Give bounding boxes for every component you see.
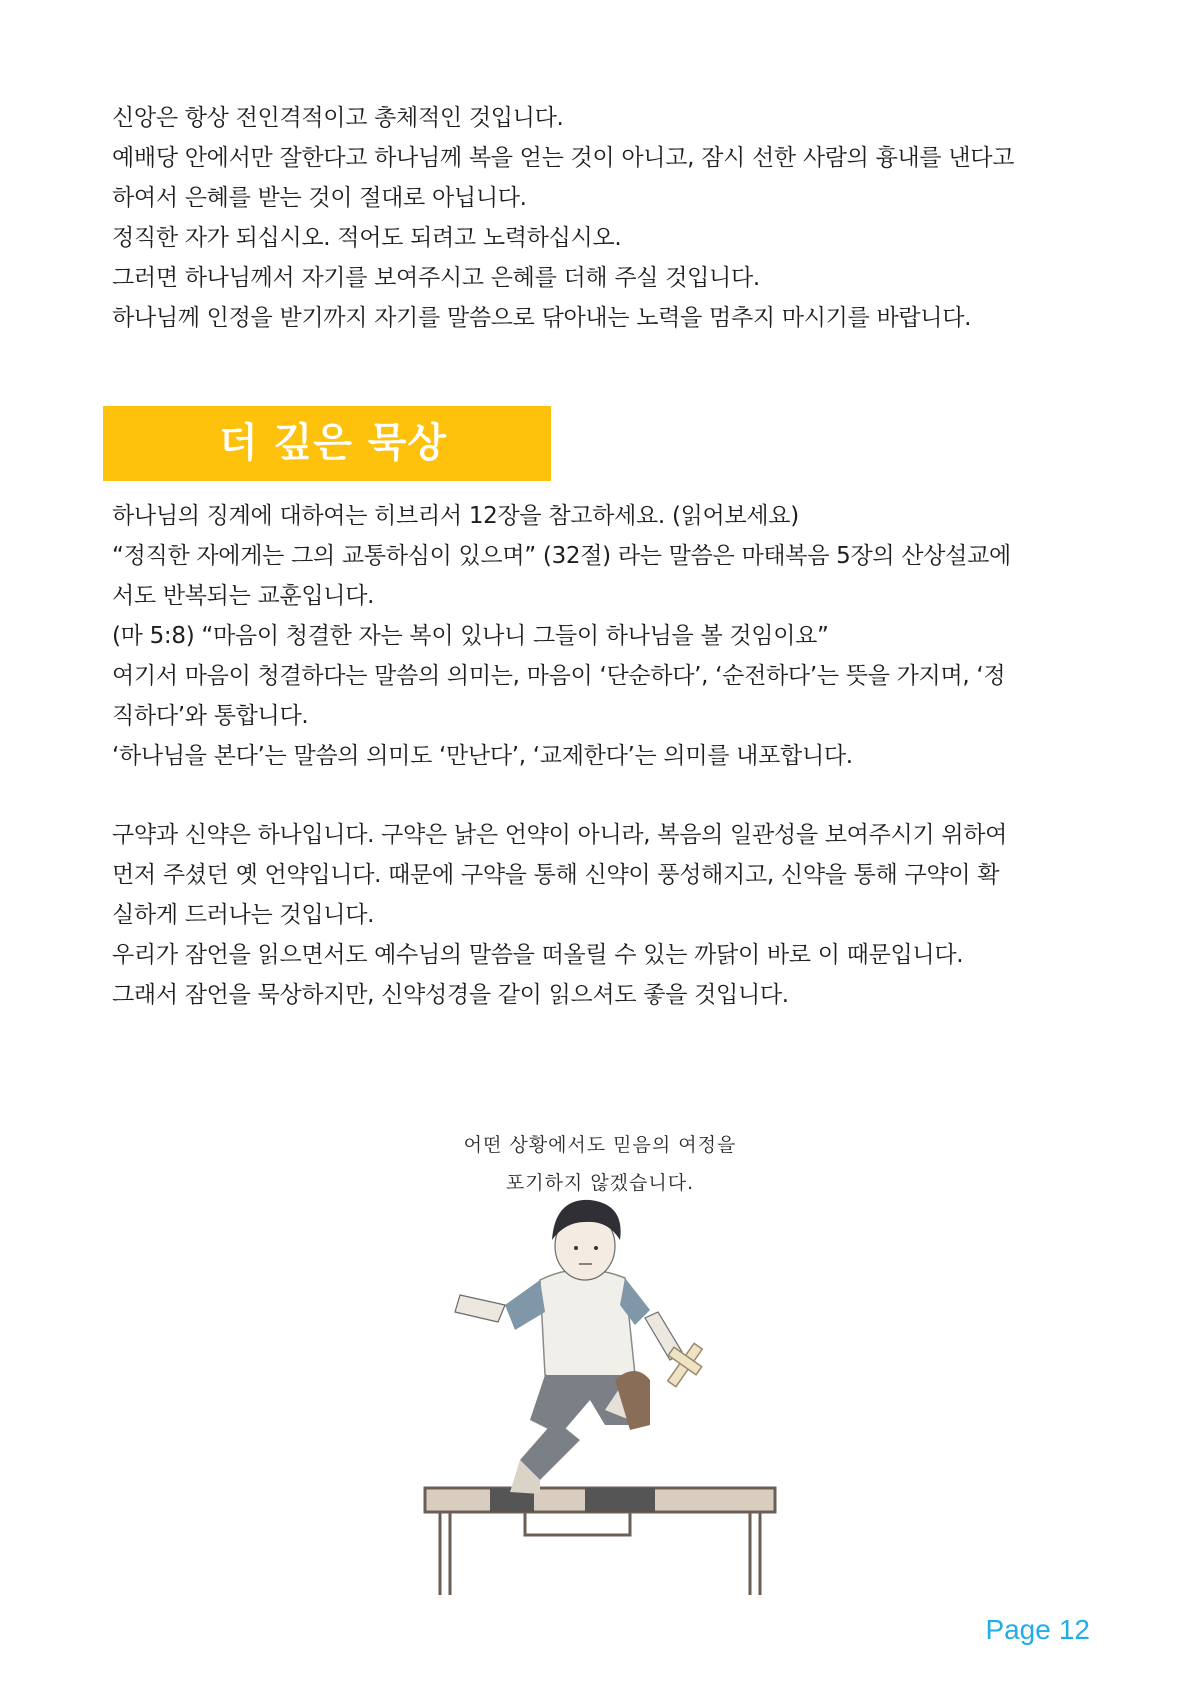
- text-line: “정직한 자에게는 그의 교통하심이 있으며” (32절) 라는 말씀은 마태복음 5장의 산상설교에: [112, 543, 1011, 569]
- text-line: 서도 반복되는 교훈입니다.: [112, 583, 375, 609]
- text-line: 하나님께 인정을 받기까지 자기를 말씀으로 닦아내는 노력을 멈추지 마시기를 바랍니다.: [112, 305, 972, 331]
- page-label: Page: [985, 1614, 1051, 1645]
- section-title: 더 깊은 묵상: [219, 420, 448, 466]
- intro-paragraph: [112, 98, 1112, 338]
- text-line: 하나님의 징계에 대하여는 히브리서 12장을 참고하세요. (읽어보세요): [112, 503, 799, 529]
- text-line: 정직한 자가 되십시오. 적어도 되려고 노력하십시오.: [112, 225, 622, 251]
- runner-jumping-hurdle-drawing: [380, 1080, 820, 1620]
- cross-icon: [668, 1343, 703, 1386]
- runner-head: [552, 1200, 621, 1280]
- text-line: 여기서 마음이 청결하다는 말씀의 의미는, 마음이 ‘단순하다’, ‘순전하다’는 뜻을 가지며, ‘정: [112, 663, 1006, 689]
- section-heading-box: [103, 406, 551, 481]
- runner-back-leg: [510, 1420, 580, 1494]
- text-line: 먼저 주셨던 옛 언약입니다. 때문에 구약을 통해 신약이 풍성해지고, 신약을 통해 구약이 확: [112, 862, 1000, 888]
- page-number: [985, 1614, 1090, 1646]
- text-line: 예배당 안에서만 잘한다고 하나님께 복을 얻는 것이 아니고, 잠시 선한 사람의 흉내를 낸다고: [112, 145, 1015, 171]
- text-line: 직하다’와 통합니다.: [112, 703, 309, 729]
- text-line: 하여서 은혜를 받는 것이 절대로 아닙니다.: [112, 185, 527, 211]
- text-line: 우리가 잠언을 읽으면서도 예수님의 말씀을 떠올릴 수 있는 까닭이 바로 이 때문입니다.: [112, 942, 964, 968]
- illustration-caption: 포기하지 않겠습니다.: [505, 1172, 695, 1194]
- page-number-value: 12: [1058, 1614, 1090, 1645]
- text-line: 그러면 하나님께서 자기를 보여주시고 은혜를 더해 주실 것입니다.: [112, 265, 760, 291]
- hurdle-illustration: [380, 1080, 820, 1620]
- text-line: ‘하나님을 본다’는 말씀의 의미도 ‘만난다’, ‘교제한다’는 의미를 내포합니다.: [112, 743, 853, 769]
- text-line: 신앙은 항상 전인격적이고 총체적인 것입니다.: [112, 105, 564, 131]
- text-line: 그래서 잠언을 묵상하지만, 신약성경을 같이 읽으셔도 좋을 것입니다.: [112, 982, 789, 1008]
- illustration-caption: 어떤 상황에서도 믿음의 여정을: [463, 1134, 737, 1156]
- runner-body: [505, 1269, 650, 1382]
- text-line: (마 5:8) “마음이 청결한 자는 복이 있나니 그들이 하나님을 볼 것임이요”: [112, 623, 829, 649]
- meditation-paragraph: [112, 496, 1112, 776]
- testament-paragraph: [112, 815, 1112, 1015]
- text-line: 실하게 드러나는 것입니다.: [112, 902, 375, 928]
- hurdle: [425, 1488, 775, 1595]
- text-line: 구약과 신약은 하나입니다. 구약은 낡은 언약이 아니라, 복음의 일관성을 보여주시기 위하여: [112, 822, 1008, 848]
